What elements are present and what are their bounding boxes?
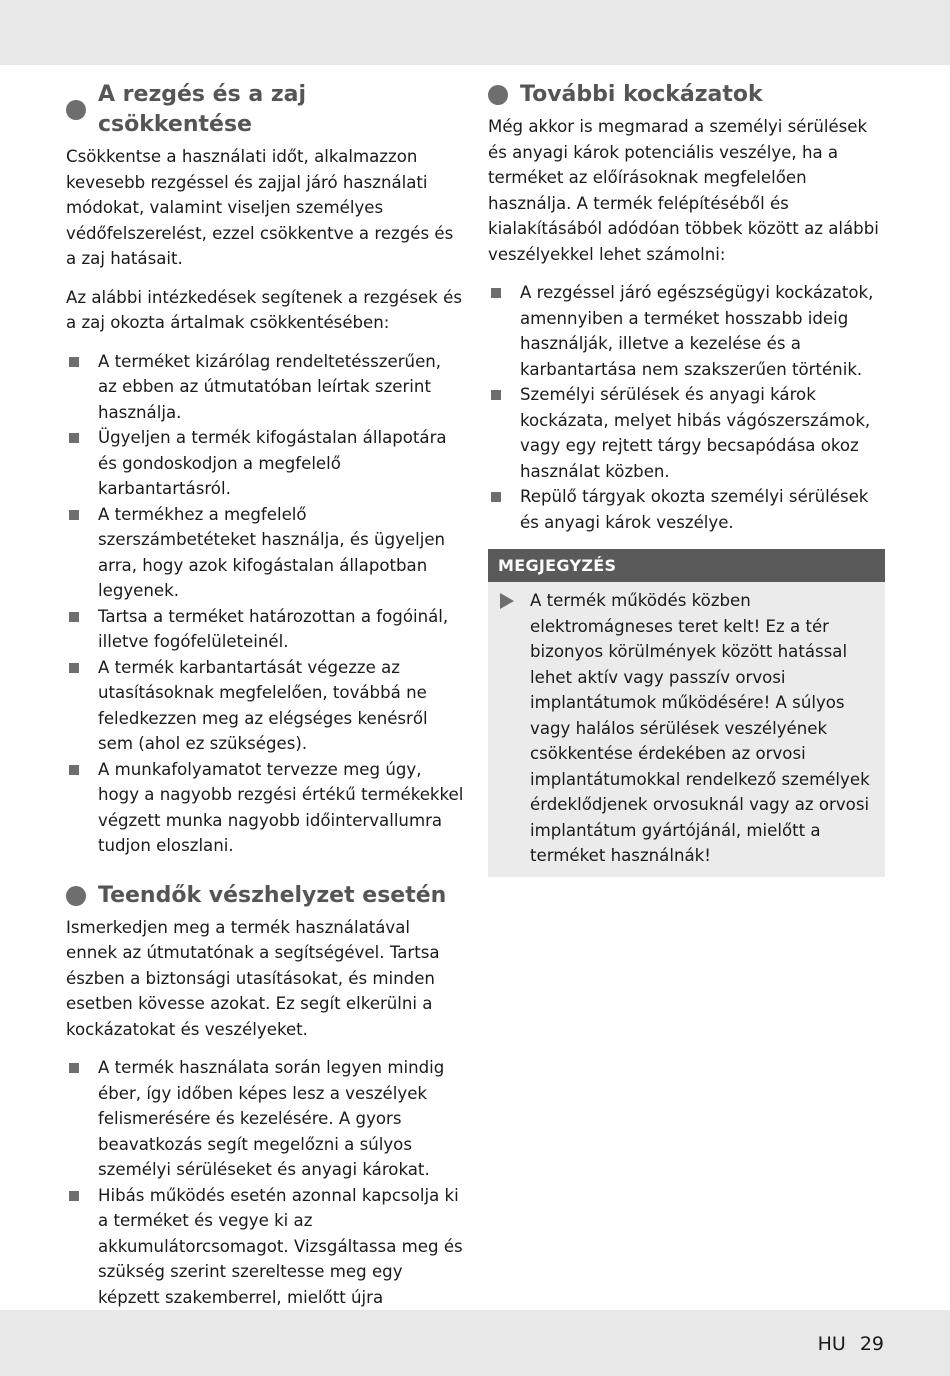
list-item: Ügyeljen a termék kifogástalan állapotára és gondoskodjon a megfelelő karbantartásról. (66, 425, 464, 502)
list-item: A termék használata során legyen mindig éber, így időben képes lesz a veszélyek felismerésére és kezelésére. A gyors beavatkozás segít megelőzni a súlyos személyi sérüléseket és anyagi károkat. (66, 1055, 464, 1183)
bullet-circle-icon (488, 85, 508, 105)
paragraph: Ismerkedjen meg a termék használatával ennek az útmutatónak a segítségével. Tartsa észben a biztonsági utasításokat, és minden esetben kövesse azokat. Ez segít elkerülni a kockázatokat és veszélyeket. (66, 917, 440, 1039)
note-box (488, 549, 885, 877)
page-footer (818, 1333, 884, 1355)
section-title: A rezgés és a zaj csökkentése (98, 82, 307, 137)
language-code: HU (817, 1333, 846, 1355)
bullet-circle-icon (66, 100, 86, 120)
square-bullet-icon (491, 390, 501, 400)
bullet-circle-icon (66, 886, 86, 906)
triangle-bullet-icon (500, 593, 514, 609)
page-header-band (0, 0, 950, 65)
square-bullet-icon (491, 288, 501, 298)
section-heading-risks (488, 80, 885, 110)
left-column (66, 80, 464, 1336)
right-column (488, 80, 885, 877)
square-bullet-icon (69, 612, 79, 622)
square-bullet-icon (69, 765, 79, 775)
bullet-list (66, 1055, 464, 1336)
square-bullet-icon (69, 357, 79, 367)
bullet-list (488, 280, 885, 535)
page-number: 29 (859, 1333, 884, 1355)
page-footer-band (0, 1310, 950, 1376)
section-title: Teendők vészhelyzet esetén (98, 882, 447, 908)
square-bullet-icon (69, 663, 79, 673)
paragraph: Csökkentse a használati időt, alkalmazzon kevesebb rezgéssel és zajjal járó használati módokat, valamint viseljen személyes védőfelszerelést, ezzel csökkentve a rezgés és a zaj hatásait. (66, 147, 454, 268)
section-heading-emergency (66, 881, 464, 911)
note-body (488, 582, 885, 869)
paragraph: Még akkor is megmarad a személyi sérülések és anyagi károk potenciális veszélye, ha a terméket az előírásoknak megfelelően használja. A termék felépítéséből és kialakításából adódóan többek között az alábbi veszélyekkel lehet számolni: (488, 117, 879, 264)
square-bullet-icon (69, 1063, 79, 1073)
square-bullet-icon (69, 510, 79, 520)
list-item: Tartsa a terméket határozottan a fogóinál, illetve fogófelületeinél. (66, 604, 464, 655)
list-item: A munkafolyamatot tervezze meg úgy, hogy a nagyobb rezgési értékű termékekkel végzett munka nagyobb időintervallumra tudjon eloszlani. (66, 757, 464, 859)
note-text: A termék működés közben elektromágneses teret kelt! Ez a tér bizonyos körülmények között hatással lehet aktív vagy passzív orvosi implantátumok működésére! A súlyos vagy halálos sérülések veszélyének csökkentése érdekében az orvosi implantátumokkal rendelkező személyek érdeklődjenek orvosuknál vagy az orvosi implantátum gyártójánál, mielőtt a terméket használnák! (530, 591, 870, 865)
section-title: További kockázatok (520, 82, 763, 107)
list-item: Hibás működés esetén azonnal kapcsolja ki a terméket és vegye ki az akkumulátorcsomagot. Vizsgáltassa meg és szükség szerint szereltesse meg egy képzett szakemberrel, mielőtt újra (66, 1183, 464, 1336)
list-item: A rezgéssel járó egészségügyi kockázatok, amennyiben a terméket hosszabb ideig használják, illetve a kezelése és a karbantartása nem szakszerűen történik. (488, 280, 885, 382)
square-bullet-icon (69, 1191, 79, 1201)
list-item: A termékhez a megfelelő szerszámbetéteket használja, és ügyeljen arra, hogy azok kifogástalan állapotban legyenek. (66, 502, 464, 604)
paragraph: Az alábbi intézkedések segítenek a rezgések és a zaj okozta ártalmak csökkentésében: (66, 287, 462, 332)
bullet-list (66, 349, 464, 859)
square-bullet-icon (491, 492, 501, 502)
note-heading: MEGJEGYZÉS (488, 549, 885, 582)
list-item: A terméket kizárólag rendeltetésszerűen, az ebben az útmutatóban leírtak szerint használja. (66, 349, 464, 426)
square-bullet-icon (69, 433, 79, 443)
section-heading-vibration (66, 80, 464, 140)
list-item: Személyi sérülések és anyagi károk kockázata, melyet hibás vágószerszámok, vagy egy rejtett tárgy becsapódása okoz használat közben. (488, 382, 885, 484)
list-item: A termék karbantartását végezze az utasításoknak megfelelően, továbbá ne feledkezzen meg az elégséges kenésről sem (ahol ez szükséges). (66, 655, 464, 757)
list-item: Repülő tárgyak okozta személyi sérülések és anyagi károk veszélye. (488, 484, 885, 535)
